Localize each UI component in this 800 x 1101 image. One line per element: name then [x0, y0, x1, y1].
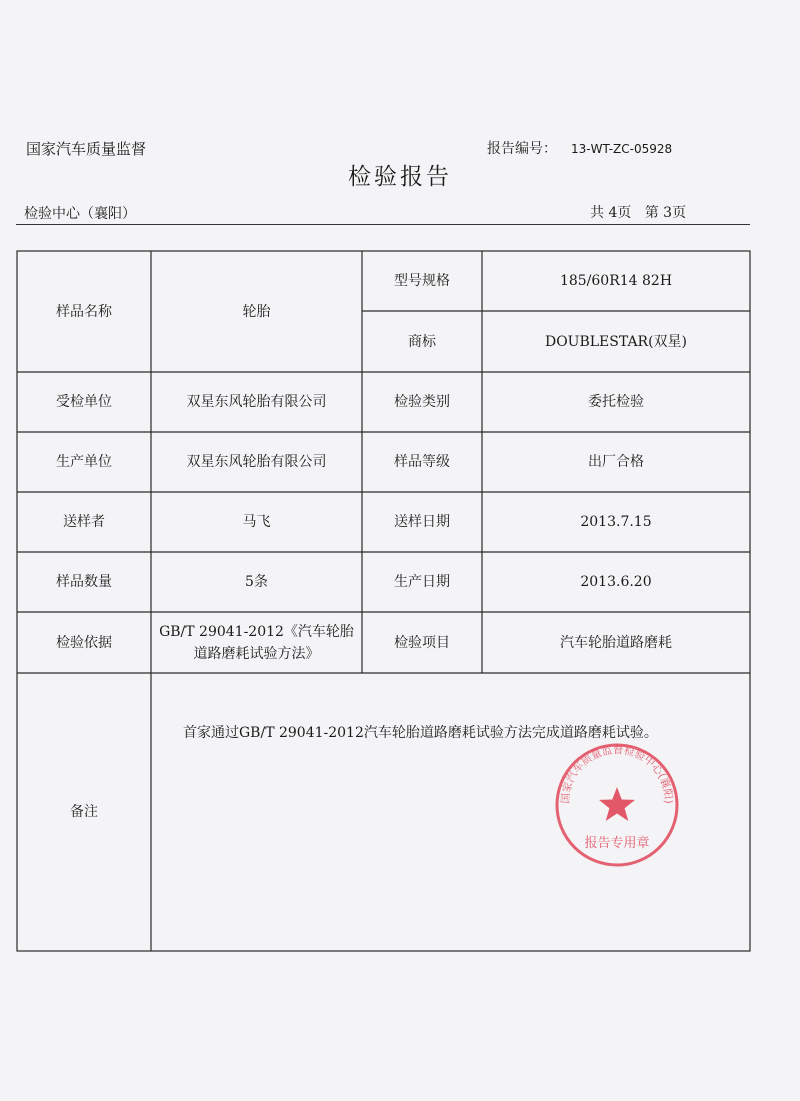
organization-name: 国家汽车质量监督	[26, 140, 147, 158]
quantity-label: 样品数量	[56, 574, 112, 590]
test-item-label: 检验项目	[394, 634, 450, 651]
trademark-label: 商标	[408, 333, 436, 350]
send-date-label: 送样日期	[394, 514, 450, 530]
remarks-label: 备注	[70, 804, 98, 820]
basis-label: 检验依据	[56, 634, 112, 651]
test-type-label: 检验类别	[394, 394, 450, 410]
sample-name-value: 轮胎	[242, 303, 271, 320]
grade-value: 出厂合格	[588, 454, 644, 470]
trademark-value: DOUBLESTAR(双星)	[544, 333, 688, 350]
test-type-value: 委托检验	[588, 394, 644, 410]
client-value: 双星东风轮胎有限公司	[186, 394, 327, 410]
sample-name-label: 样品名称	[56, 303, 112, 320]
seal-bottom-text: 报告专用章	[584, 836, 650, 851]
model-value: 185/60R14 82H	[559, 273, 673, 289]
sender-label: 送样者	[63, 514, 105, 530]
basis-line-2: 道路磨耗试验方法》	[193, 645, 320, 662]
basis-value	[151, 612, 362, 673]
test-item-value: 汽车轮胎道路磨耗	[560, 634, 672, 651]
remarks-text: 首家通过GB/T 29041-2012汽车轮胎道路磨耗试验方法完成道路磨耗试验。	[183, 725, 658, 741]
star-icon	[599, 787, 635, 821]
send-date-value: 2013.7.15	[580, 514, 652, 530]
quantity-value: 5条	[245, 574, 268, 590]
production-date-label: 生产日期	[394, 574, 450, 590]
seal-ring-text: 国家汽车质量监督检验中心(襄阳)	[559, 744, 675, 804]
page-counter: 共 4页 第 3页	[590, 205, 687, 221]
grade-label: 样品等级	[394, 454, 450, 470]
report-number-label: 报告编号：	[487, 141, 557, 157]
official-seal	[553, 741, 681, 869]
basis-line-1: GB/T 29041-2012《汽车轮胎	[159, 623, 354, 640]
model-label: 型号规格	[394, 273, 450, 289]
manufacturer-label: 生产单位	[56, 454, 112, 470]
report-number-value: 13-WT-ZC-05928	[571, 142, 673, 156]
manufacturer-value: 双星东风轮胎有限公司	[186, 454, 327, 470]
sender-value: 马飞	[242, 514, 271, 530]
client-label: 受检单位	[56, 394, 112, 410]
page-title: 检验报告	[348, 164, 452, 190]
center-name: 检验中心（襄阳）	[24, 206, 136, 222]
production-date-value: 2013.6.20	[580, 574, 652, 590]
